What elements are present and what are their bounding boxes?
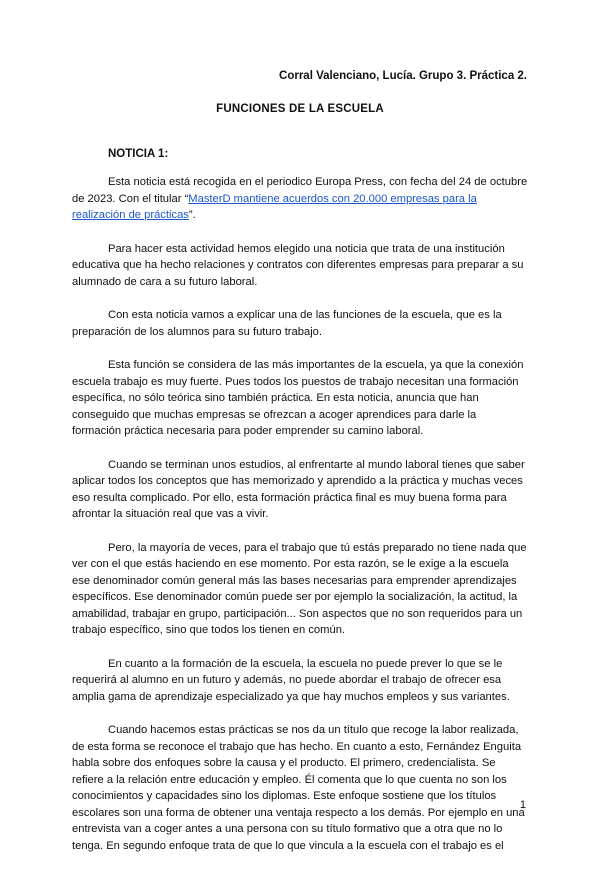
paragraph-2: Para hacer esta actividad hemos elegido una noticia que trata de una institución educativa que ha hecho relaciones y contratos con diferentes empresas para preparar a su alumnado de cara a su futuro laboral. <box>72 242 524 288</box>
paragraph-6: Pero, la mayoría de veces, para el trabajo que tú estás preparado no tiene nada que ver con el que estás haciendo en ese momento. Por esta razón, se le exige a la escuela ese denominador común general más las bases necesarias para emprender aprendizajes específicos. Ese denominador común puede ser por ejemplo la socialización, la actitud, la amabilidad, trabajar en grupo, participación... Son aspectos que no son requeridos para un trabajo específico, sino que todos los tienen en común. <box>72 541 527 636</box>
document-title: FUNCIONES DE LA ESCUELA <box>216 103 384 115</box>
paragraph-3: Con esta noticia vamos a explicar una de las funciones de la escuela, que es la preparación de los alumnos para su futuro trabajo. <box>72 309 502 338</box>
paragraph-source-text: Esta noticia está recogida en el periodico Europa Press, con fecha del 24 de octubre de 2023. Con el titular “ <box>72 176 528 205</box>
paragraph-source <box>72 174 528 224</box>
author-header: Corral Valenciano, Lucía. Grupo 3. Práctica 2. <box>279 70 527 82</box>
news-headline-link[interactable]: MasterD mantiene acuerdos con 20.000 empresas para la realización de prácticas <box>72 192 477 221</box>
paragraph-source-end: ”. <box>188 209 196 221</box>
section-heading: NOTICIA 1: <box>108 148 169 160</box>
paragraph-8: Cuando hacemos estas prácticas se nos da un título que recoge la labor realizada, de esta forma se reconoce el trabajo que has hecho. En cuanto a esto, Fernández Enguita habla sobre dos enfoques sobre la causa y el producto. El primero, credencialista. Se refiere a la relación entre educación y empleo. Él comenta que lo que cuenta no son los conocimientos y capacidades sino los diplomas. Este enfoque sostiene que los títulos escolares son una forma de obtener una ventaja respecto a los demás. Por ejemplo en una entrevista van a coger antes a una persona con su título formativo que a otra que no lo tenga. En segundo enfoque trata de que lo que vincula a la escuela con el trabajo es el <box>72 724 525 852</box>
document-body <box>72 174 528 871</box>
page-number: 1 <box>519 799 526 811</box>
paragraph-4: Esta función se considera de las más importantes de la escuela, ya que la conexión escuela trabajo es muy fuerte. Pues todos los puestos de trabajo necesitan una formación específica, no sólo teórica sino también práctica. En esta noticia, anuncia que han conseguido que muchas empresas se ofrezcan a acoger aprendices para darle la formación práctica necesaria para poder emprender su camino laboral. <box>72 359 524 437</box>
paragraph-5: Cuando se terminan unos estudios, al enfrentarte al mundo laboral tienes que saber aplicar todos los conceptos que has memorizado y aprendido a la práctica y muchas veces eso resulta complicado. Por ello, esta formación práctica final es muy buena forma para afrontar la situación real que vas a vivir. <box>72 458 525 520</box>
paragraph-7: En cuanto a la formación de la escuela, la escuela no puede prever lo que se le requerirá al alumno en un futuro y además, no puede abordar el trabajo de ofrecer esa amplia gama de aprendizaje especializado ya que hay muchos empleos y sus variantes. <box>72 657 510 703</box>
